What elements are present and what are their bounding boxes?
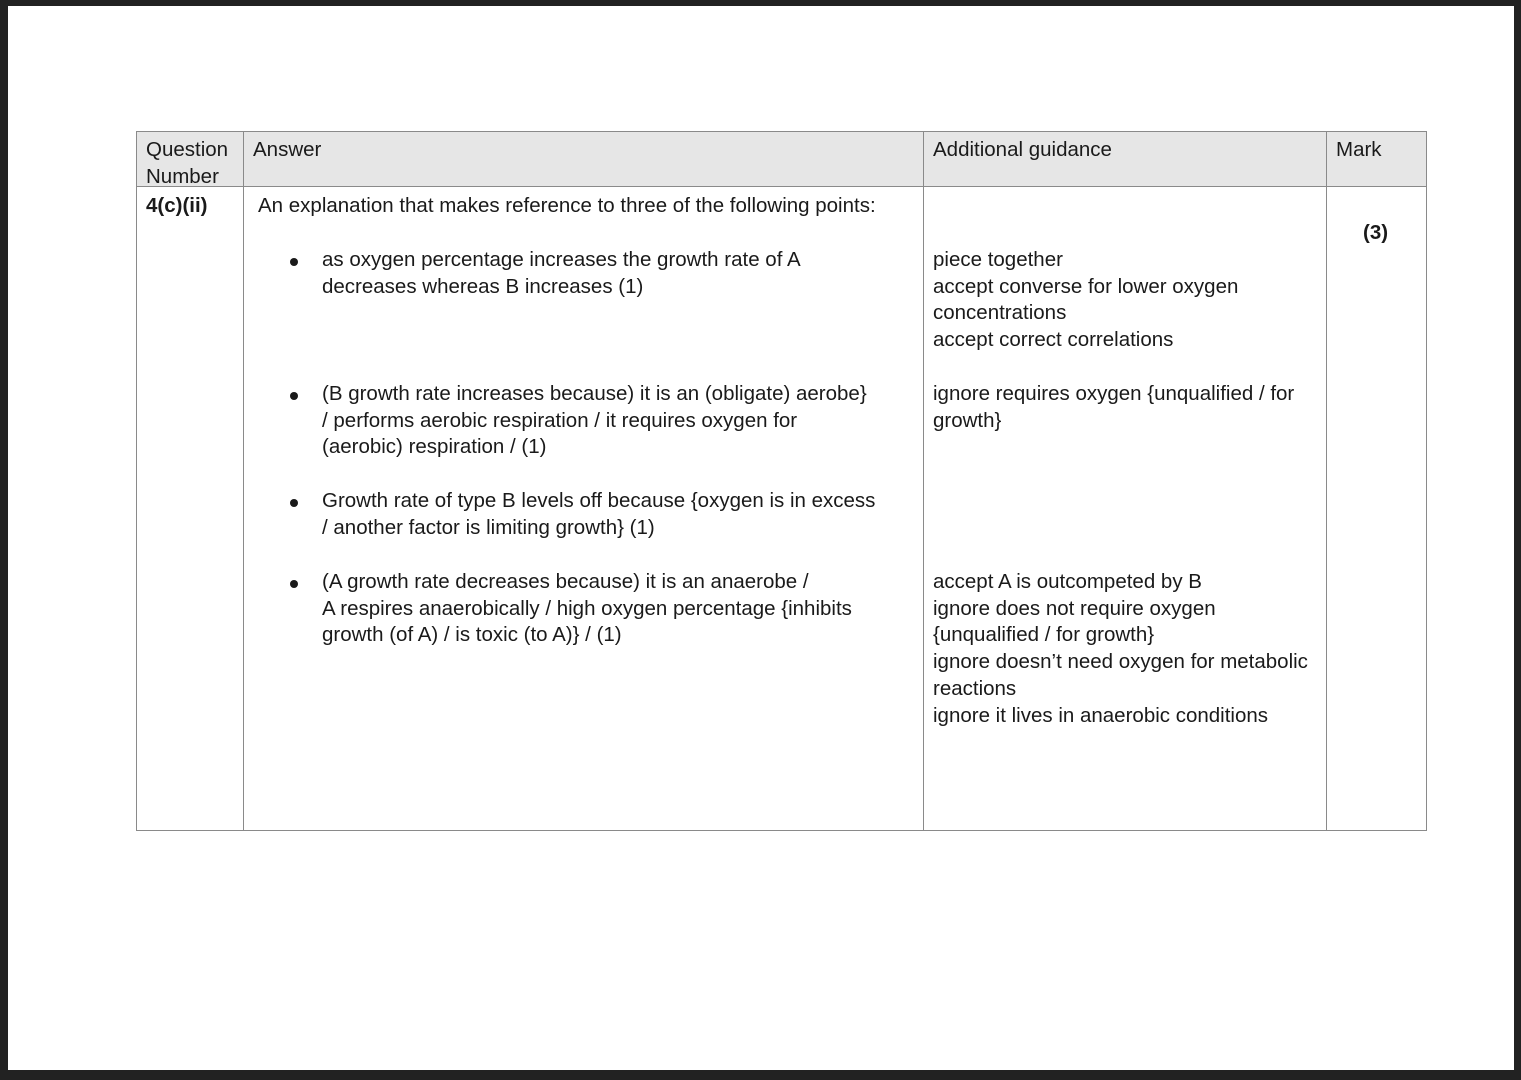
header-mark: Mark — [1336, 138, 1382, 161]
answer-point-1: as oxygen percentage increases the growth rate of A decreases whereas B increases (1) — [322, 248, 801, 298]
header-additional-guidance: Additional guidance — [933, 138, 1112, 161]
bullet-icon — [290, 392, 298, 400]
mark-value: (3) — [1363, 221, 1389, 244]
header-question-line: Question — [146, 138, 229, 161]
guidance-point-1: piece together accept converse for lower oxygen concentrations accept correct correlations — [933, 248, 1239, 352]
column-divider — [243, 132, 244, 830]
answer-intro: An explanation that makes reference to three of the following points: — [258, 194, 876, 217]
document-page — [8, 6, 1514, 1070]
header-answer: Answer — [253, 138, 322, 161]
answer-point-3: Growth rate of type B levels off because {oxygen is in excess / another factor is limiting growth} (1) — [322, 489, 876, 539]
column-divider — [923, 132, 924, 830]
column-divider — [1326, 132, 1327, 830]
header-number-line: Number — [146, 164, 219, 188]
table-header — [137, 132, 1426, 187]
question-number: 4(c)(ii) — [146, 194, 208, 217]
answer-point-2: (B growth rate increases because) it is an (obligate) aerobe} / performs aerobic respiration / it requires oxygen for (aerobic) respiration / (1) — [322, 382, 867, 459]
bullet-icon — [290, 499, 298, 507]
guidance-point-4: accept A is outcompeted by B ignore does not require oxygen {unqualified / for growth} ignore doesn’t need oxygen for metabolic reactions ignore it lives in anaerobic conditions — [933, 570, 1308, 727]
bullet-icon — [290, 258, 298, 266]
header-question-number — [146, 137, 228, 190]
answer-point-4: (A growth rate decreases because) it is an anaerobe / A respires anaerobically / high oxygen percentage {inhibits growth (of A) / is toxic (to A)} / (1) — [322, 570, 852, 647]
mark-scheme-table — [136, 131, 1427, 831]
bullet-icon — [290, 580, 298, 588]
guidance-point-2: ignore requires oxygen {unqualified / for growth} — [933, 382, 1295, 432]
